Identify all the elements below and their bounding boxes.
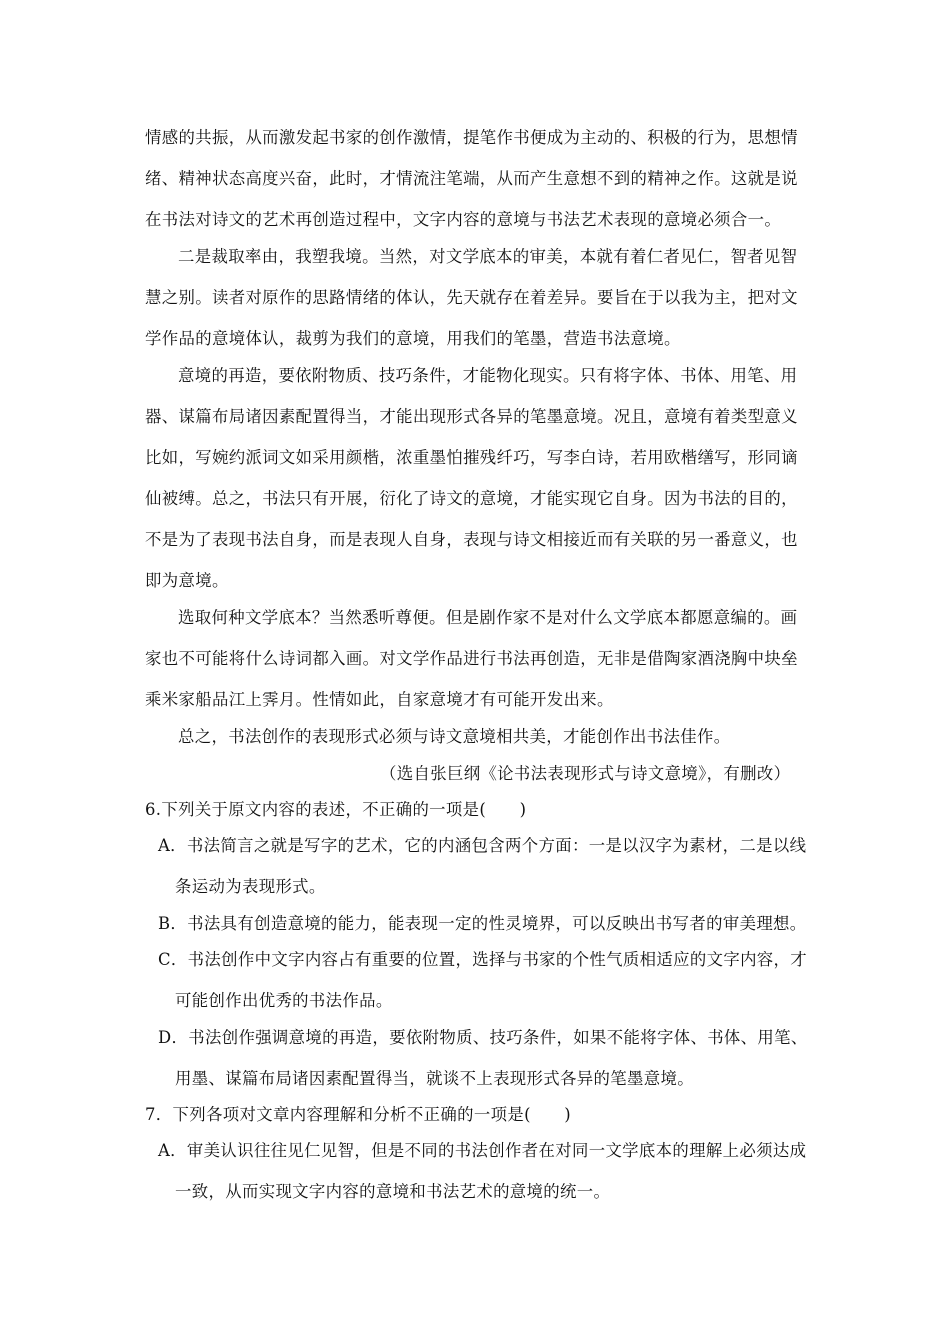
question-6-option-d-line-2: 用墨、谋篇布局诸因素配置得当，就谈不上表现形式各异的笔墨意境。 (175, 1069, 694, 1088)
paragraph-5-line-1: 总之，书法创作的表现形式必须与诗文意境相共美，才能创作出书法佳作。 (178, 727, 731, 746)
question-6-option-a-line-1: A．书法简言之就是写字的艺术，它的内涵包含两个方面：一是以汉字为素材，二是以线 (158, 836, 807, 855)
question-7-option-a-line-2: 一致，从而实现文字内容的意境和书法艺术的意境的统一。 (175, 1182, 611, 1201)
paragraph-4-line-1: 选取何种文学底本？当然悉听尊便。但是剧作家不是对什么文学底本都愿意编的。画 (178, 608, 798, 627)
paragraph-3-line-1: 意境的再造，要依附物质、技巧条件，才能物化现实。只有将字体、书体、用笔、用 (178, 366, 798, 385)
paragraph-4-line-2: 家也不可能将什么诗词都入画。对文学作品进行书法再创造，无非是借陶家酒浇胸中块垒 (145, 649, 798, 668)
paragraph-3-line-2: 器、谋篇布局诸因素配置得当，才能出现形式各异的笔墨意境。况且，意境有着类型意义 (145, 407, 798, 426)
paragraph-1-line-2: 绪、精神状态高度兴奋，此时，才情流注笔端，从而产生意想不到的精神之作。这就是说 (145, 169, 798, 188)
paragraph-2-line-2: 慧之别。读者对原作的思路情绪的体认，先天就存在着差异。要旨在于以我为主，把对文 (145, 288, 798, 307)
paragraph-3-line-5: 不是为了表现书法自身，而是表现人自身，表现与诗文相接近而有关联的另一番意义，也 (145, 530, 798, 549)
paragraph-3-line-4: 仙被缚。总之，书法只有开展，衍化了诗文的意境，才能实现它自身。因为书法的目的， (145, 489, 798, 508)
question-6-option-c-line-2: 可能创作出优秀的书法作品。 (175, 991, 393, 1010)
paragraph-3-line-3: 比如，写婉约派词文如采用颜楷，浓重墨怕摧残纤巧，写李白诗，若用欧楷缮写，形同谪 (145, 448, 798, 467)
question-6-option-a-line-2: 条运动为表现形式。 (175, 877, 326, 896)
question-7-stem: 7．下列各项对文章内容理解和分析不正确的一项是( ) (145, 1105, 572, 1124)
question-6-option-b: B．书法具有创造意境的能力，能表现一定的性灵境界，可以反映出书写者的审美理想。 (158, 914, 807, 933)
paragraph-1-line-1: 情感的共振，从而激发起书家的创作激情，提笔作书便成为主动的、积极的行为，思想情 (145, 128, 798, 147)
paragraph-2-line-3: 学作品的意境体认，裁剪为我们的意境，用我们的笔墨，营造书法意境。 (145, 329, 681, 348)
paragraph-4-line-3: 乘米家船品江上霁月。性情如此，自家意境才有可能开发出来。 (145, 690, 614, 709)
paragraph-1-line-3: 在书法对诗文的艺术再创造过程中，文字内容的意境与书法艺术表现的意境必须合一。 (145, 210, 782, 229)
question-6-option-c-line-1: C．书法创作中文字内容占有重要的位置，选择与书家的个性气质相适应的文字内容，才 (158, 950, 808, 969)
paragraph-2-line-1: 二是裁取率由，我塑我境。当然，对文学底本的审美，本就有着仁者见仁，智者见智 (178, 247, 798, 266)
question-6-stem: 6.下列关于原文内容的表述，不正确的一项是( ) (145, 800, 527, 819)
paragraph-3-line-6: 即为意境。 (145, 571, 229, 590)
source-citation: （选自张巨纲《论书法表现形式与诗文意境》，有删改） (380, 764, 791, 783)
question-7-option-a-line-1: A．审美认识往往见仁见智，但是不同的书法创作者在对同一文学底本的理解上必须达成 (158, 1141, 807, 1160)
question-6-option-d-line-1: D．书法创作强调意境的再造，要依附物质、技巧条件，如果不能将字体、书体、用笔、 (158, 1028, 808, 1047)
